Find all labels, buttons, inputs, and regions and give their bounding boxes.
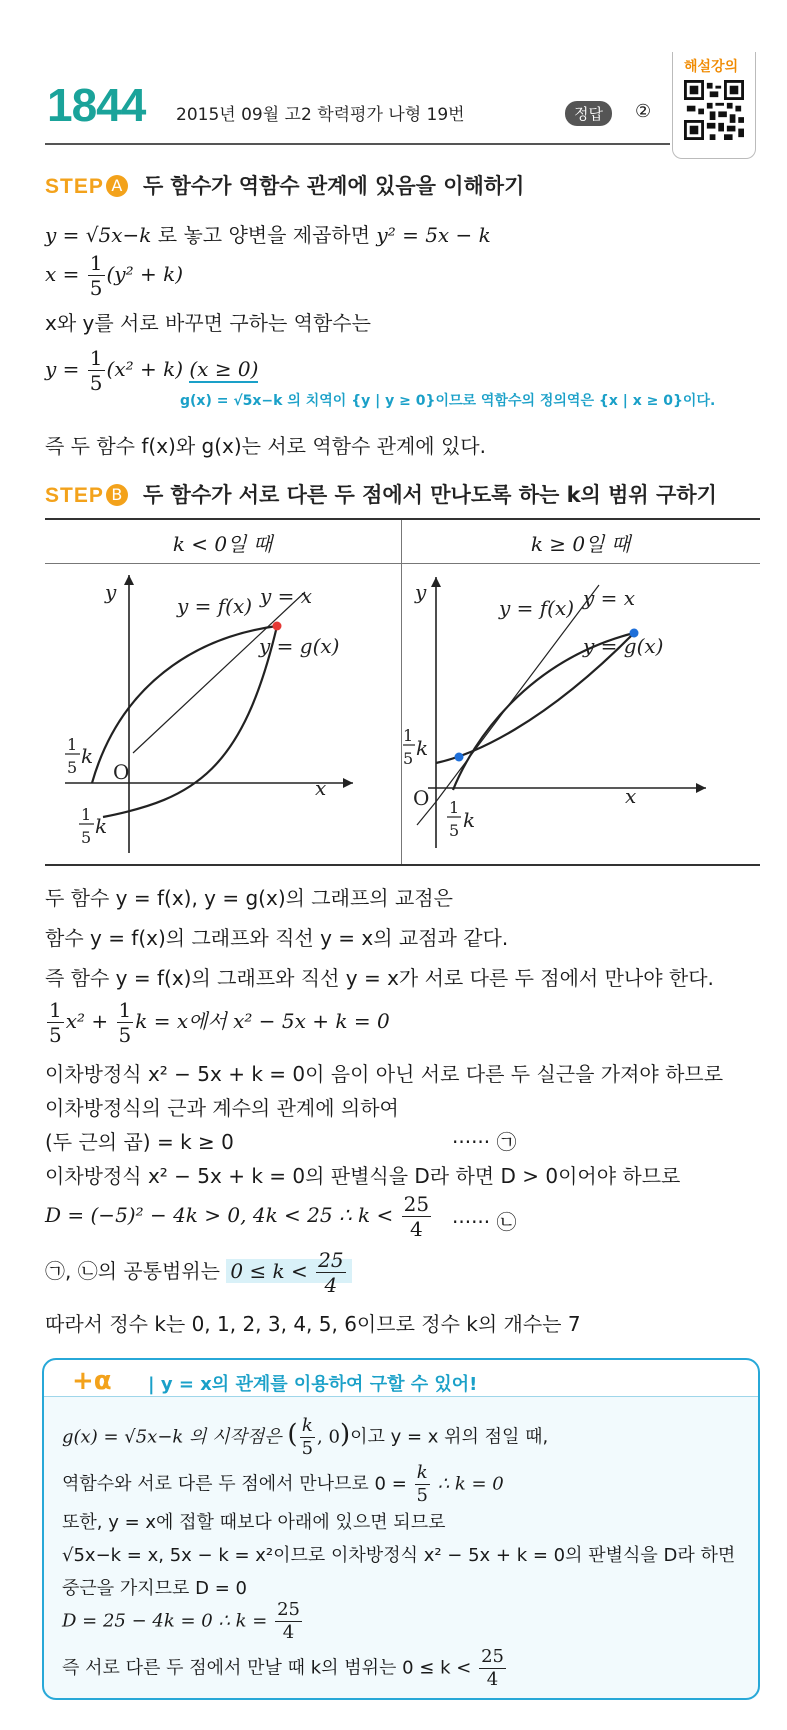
k-var-2: k <box>95 814 108 838</box>
y-equals-x-label: y = x <box>583 586 636 610</box>
k-fraction-den: 5 <box>403 749 414 768</box>
step-a-title: 두 함수가 역함수 관계에 있음을 이해하기 <box>142 174 525 198</box>
equation: k = x에서 x² − 5x + k = 0 <box>135 1009 390 1033</box>
f-label: y = f(x) <box>499 596 575 620</box>
x-arrow-icon <box>343 778 353 788</box>
step-b-line-6: 이차방정식의 근과 계수의 관계에 의하여 <box>45 1096 399 1120</box>
fraction: $\frac{1}{5}$ <box>49 998 62 1047</box>
x-label: x <box>625 784 637 808</box>
text: ㉠, ㉡의 공통범위는 <box>45 1259 227 1283</box>
alpha-line-2 <box>62 1464 504 1505</box>
text: 즉 서로 다른 두 점에서 만날 때 k의 범위는 0 ≤ k < <box>62 1657 478 1679</box>
column-header-k-nonnegative: k ≥ 0일 때 <box>530 532 631 556</box>
equation: x = <box>45 262 86 286</box>
y-arrow-icon <box>431 577 441 587</box>
alpha-title: | y = x의 관계를 이용하여 구할 수 있어! <box>148 1374 478 1395</box>
step-b-line-10 <box>45 1250 352 1295</box>
f-label: y = f(x) <box>177 594 253 618</box>
step-b-title: 두 함수가 서로 다른 두 점에서 만나도록 하는 k의 범위 구하기 <box>142 483 717 507</box>
step-b-line-9 <box>45 1194 433 1239</box>
intersection-point <box>273 622 282 631</box>
origin-label: O <box>113 760 130 784</box>
fraction: $\frac{1}{5}$ <box>89 346 103 395</box>
equation: D = 25 − 4k = 0 ∴ k = <box>62 1610 274 1632</box>
text: 역함수와 서로 다른 두 점에서 만나므로 0 = <box>62 1473 413 1495</box>
step-b-marker-2: ······ ㉡ <box>452 1210 517 1234</box>
step-b-line-4 <box>45 1000 390 1045</box>
alpha-line-3: 또한, y = x에 접할 때보다 아래에 있으면 되므로 <box>62 1512 446 1533</box>
answer-badge: 정답 <box>565 101 612 126</box>
k-var: k <box>416 736 429 760</box>
y-label: y <box>105 580 117 604</box>
k-var-2: k <box>463 808 476 832</box>
graph-k-negative <box>45 565 400 863</box>
equation: y² = 5x − k <box>376 223 491 247</box>
fraction: $\frac{k}{5}$ <box>301 1415 314 1459</box>
step-a-heading <box>45 170 524 200</box>
y-arrow-icon <box>124 575 134 585</box>
step-a-line-5: 즉 두 함수 f(x)와 g(x)는 서로 역함수 관계에 있다. <box>45 434 486 458</box>
equation: y = <box>45 357 86 381</box>
step-b-line-11: 따라서 정수 k는 0, 1, 2, 3, 4, 5, 6이므로 정수 k의 개수는 7 <box>45 1312 581 1336</box>
alpha-line-7 <box>62 1648 508 1689</box>
answer-value: ② <box>635 101 652 122</box>
table-column-divider <box>401 520 402 864</box>
problem-source: 2015년 09월 고2 학력평가 나형 19번 <box>176 105 465 125</box>
lecture-label[interactable]: 해설강의 <box>684 59 739 75</box>
step-a-badge: A <box>106 175 128 197</box>
k-fraction-num: 1 <box>403 726 414 745</box>
alpha-line-6 <box>62 1601 304 1642</box>
step-a-line-4 <box>45 348 258 393</box>
graph-k-nonnegative <box>403 565 760 863</box>
problem-number: 1844 <box>47 79 146 131</box>
plus-alpha-icon: +α <box>72 1366 112 1396</box>
fraction: $\frac{25}{4}$ <box>403 1192 430 1241</box>
step-b-label: STEP <box>45 484 104 507</box>
fraction: $\frac{1}{5}$ <box>89 251 103 300</box>
table-border-top <box>45 518 760 520</box>
step-b-line-7: (두 근의 곱) = k ≥ 0 <box>45 1130 234 1154</box>
step-b-line-1: 두 함수 y = f(x), y = g(x)의 그래프의 교점은 <box>45 886 453 910</box>
equation: g(x) = √5x−k 의 시작점은 <box>62 1426 288 1448</box>
common-range-highlight: 0 ≤ k < $\frac{25}{4}$ <box>226 1259 351 1283</box>
x-arrow-icon <box>696 783 706 793</box>
fraction: $\frac{1}{5}$ <box>118 998 132 1047</box>
alpha-line-4: √5x−k = x, 5x − k = x²이므로 이차방정식 x² − 5x + k = 0의 판별식을 D라 하면 <box>62 1545 736 1566</box>
step-b-heading <box>45 479 717 509</box>
step-b-marker-1: ······ ㉠ <box>452 1130 517 1154</box>
table-border-bottom <box>45 864 760 866</box>
origin-label: O <box>413 786 430 810</box>
intersection-point-1 <box>455 753 464 762</box>
text: 로 놓고 양변을 제곱하면 <box>151 223 377 247</box>
y-equals-x-label: y = x <box>260 584 313 608</box>
k-fraction-num-2: 1 <box>449 798 460 817</box>
step-a-line-1 <box>45 219 491 248</box>
x-label: x <box>315 776 327 800</box>
k-fraction-den: 5 <box>67 758 78 777</box>
step-b-badge: B <box>106 484 128 506</box>
k-fraction-num: 1 <box>67 735 78 754</box>
fraction: $\frac{25}{4}$ <box>277 1599 300 1643</box>
alpha-line-1: g(x) = √5x−k 의 시작점은 ( $\frac{k}{5}$ , 0)이고 y = x 위의 점일 때, <box>62 1415 549 1459</box>
text: , 0 <box>317 1426 340 1448</box>
domain-condition: (x ≥ 0) <box>189 357 259 381</box>
equation: (x² + k) <box>106 357 190 381</box>
step-a-line-2 <box>45 253 183 298</box>
step-a-line-3: x와 y를 서로 바꾸면 구하는 역함수는 <box>45 311 371 335</box>
k-fraction-den-2: 5 <box>449 821 460 840</box>
k-fraction-den-2: 5 <box>81 828 92 847</box>
equation: x² + <box>65 1009 115 1033</box>
equation: y = √5x−k <box>45 223 152 247</box>
y-label: y <box>415 580 427 604</box>
equation: D = (−5)² − 4k > 0, 4k < 25 ∴ k < <box>45 1203 400 1227</box>
column-header-k-negative: k < 0일 때 <box>172 532 273 556</box>
equation: (y² + k) <box>106 262 184 286</box>
equation: ∴ k = 0 <box>431 1473 504 1495</box>
fraction: $\frac{25}{4}$ <box>481 1646 504 1690</box>
k-var: k <box>81 744 94 768</box>
g-label: y = g(x) <box>583 634 664 658</box>
table-header-divider <box>45 563 760 564</box>
step-b-line-8: 이차방정식 x² − 5x + k = 0의 판별식을 D라 하면 D > 0이어야 하므로 <box>45 1164 681 1188</box>
fraction: $\frac{k}{5}$ <box>416 1462 428 1506</box>
step-a-label: STEP <box>45 175 104 198</box>
step-a-note: g(x) = √5x−k 의 치역이 {y | y ≥ 0}이므로 역함수의 정의역은 {x | x ≥ 0}이다. <box>180 393 716 409</box>
step-b-line-3: 즉 함수 y = f(x)의 그래프와 직선 y = x가 서로 다른 두 점에서 만나야 한다. <box>45 966 714 990</box>
step-b-line-2: 함수 y = f(x)의 그래프와 직선 y = x의 교점과 같다. <box>45 926 509 950</box>
qr-code-icon[interactable] <box>684 80 744 140</box>
fraction: $\frac{25}{4}$ <box>318 1248 344 1297</box>
g-label: y = g(x) <box>259 634 340 658</box>
alpha-line-5: 중근을 가지므로 D = 0 <box>62 1578 247 1599</box>
header-divider <box>45 143 670 145</box>
text: 이고 y = x 위의 점일 때, <box>350 1426 549 1448</box>
step-b-line-5: 이차방정식 x² − 5x + k = 0이 음이 아닌 서로 다른 두 실근을 가져야 하므로 <box>45 1062 724 1086</box>
k-fraction-num-2: 1 <box>81 805 92 824</box>
